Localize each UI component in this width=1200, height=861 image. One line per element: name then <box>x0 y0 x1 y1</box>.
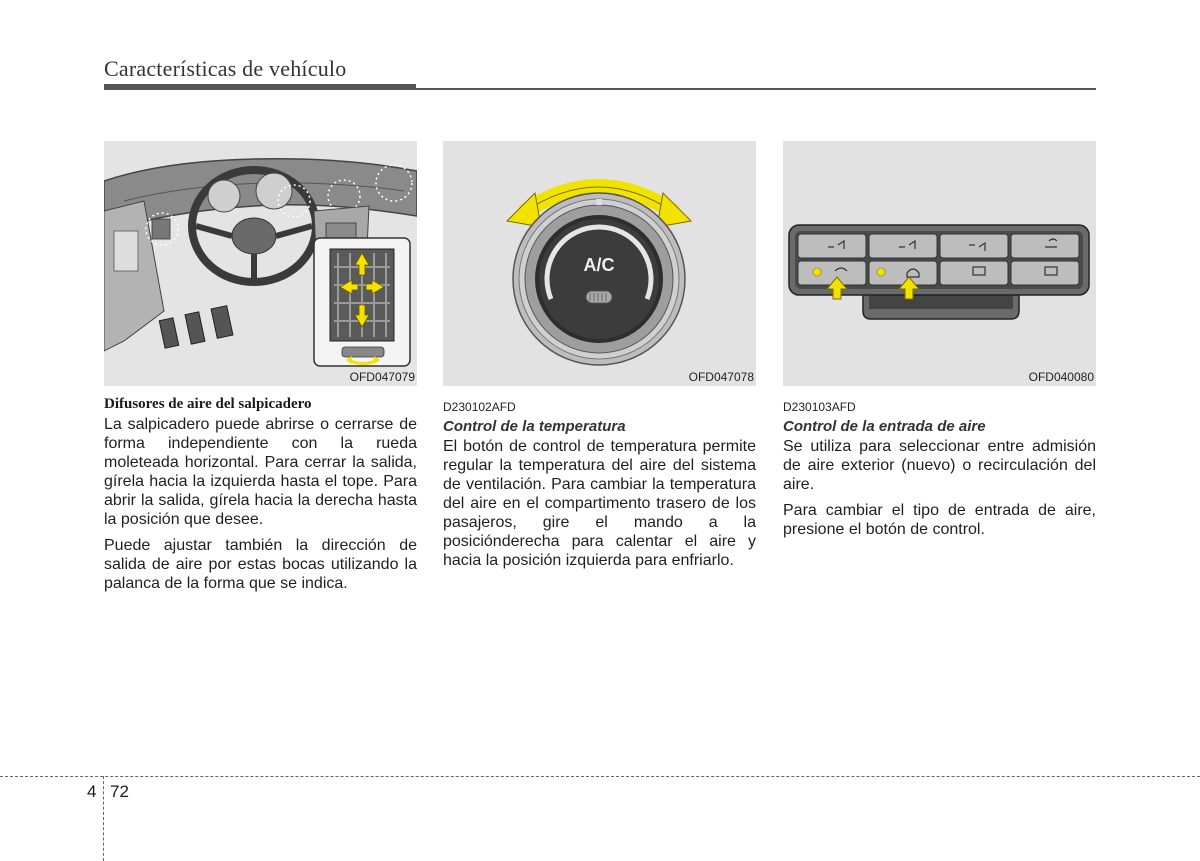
paragraph: La salpicadero puede abrirse o cerrarse de forma independiente con la rueda moleteada horizontal. Para cerrar la salida, gírela hacia la izquierda hasta el tope. Para abrir la salida, gírela hacia la derecha hasta la posición que desee. <box>104 416 417 528</box>
figure-code: OFD047079 <box>349 370 415 384</box>
section-title-vents: Difusores de aire del salpicadero <box>104 396 312 412</box>
section-title-temperature: Control de la temperatura <box>443 418 626 435</box>
section-title-air-intake: Control de la entrada de aire <box>783 418 986 435</box>
air-intake-panel-illustration <box>783 141 1096 386</box>
footer-dashed-rule <box>0 776 1200 777</box>
figure-temperature-knob <box>443 141 756 386</box>
figure-air-intake-panel <box>783 141 1096 386</box>
header-rule-thick <box>104 84 416 90</box>
doc-code: D230102AFD <box>443 400 516 414</box>
page-chapter-number: 4 <box>87 782 97 801</box>
ac-label: A/C <box>583 255 615 275</box>
doc-code: D230103AFD <box>783 400 856 414</box>
column-temperature-control <box>443 141 756 570</box>
paragraph: Puede ajustar también la dirección de salida de aire por estas bocas utilizando la palanca de la forma que se indica. <box>104 537 417 592</box>
paragraph: Para cambiar el tipo de entrada de aire, presione el botón de control. <box>783 502 1096 538</box>
header-rule-thin <box>416 88 1096 90</box>
column-air-intake-control <box>783 141 1096 539</box>
figure-dashboard-vents <box>104 141 417 386</box>
footer-vertical-dashed-rule <box>103 776 104 861</box>
page-header-title: Características de vehículo <box>104 56 347 81</box>
dashboard-illustration <box>104 141 417 386</box>
column-dashboard-vents <box>104 141 417 593</box>
paragraph: El botón de control de temperatura permite regular la temperatura del aire del sistema de ventilación. Para cambiar la temperatura del aire en el compartimento trasero de los pasajeros, gire el mando a la posiciónderecha para calentar el aire y hacia la posición izquierda para enfriarlo. <box>443 438 756 569</box>
figure-code: OFD040080 <box>1028 370 1094 384</box>
page-number: 72 <box>110 782 129 801</box>
figure-code: OFD047078 <box>688 370 754 384</box>
paragraph: Se utiliza para seleccionar entre admisión de aire exterior (nuevo) o recirculación del aire. <box>783 438 1096 493</box>
